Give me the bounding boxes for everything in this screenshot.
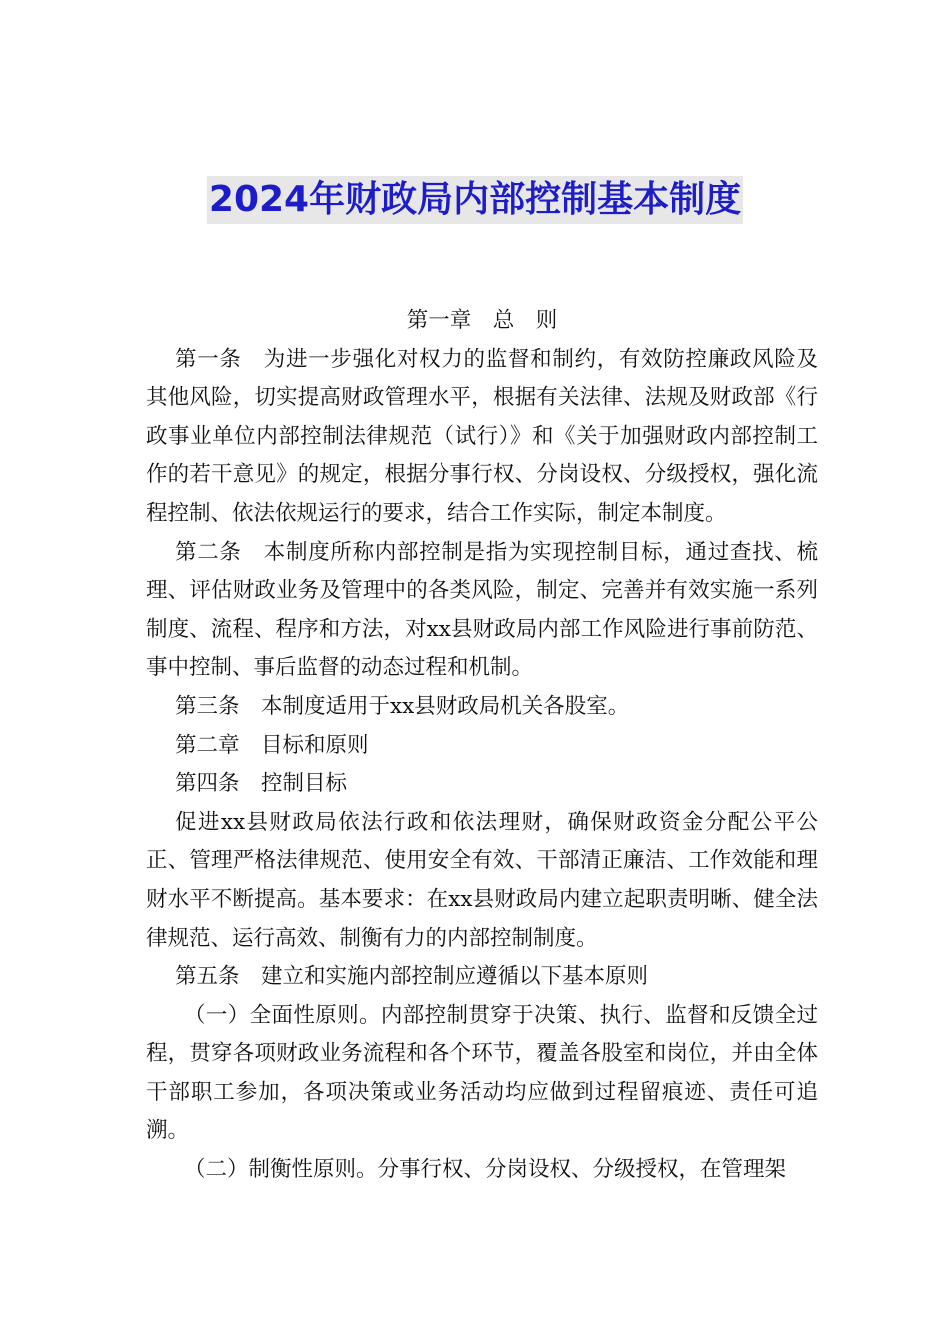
document-title: 2024年财政局内部控制基本制度: [207, 176, 743, 224]
article-4-text: 促进xx县财政局依法行政和依法理财，确保财政资金分配公平公正、管理严格法律规范、使用安全有效、干部清正廉洁、工作效能和理财水平不断提高。基本要求：在xx县财政局内建立起职责明晰、健全法律规范、运行高效、制衡有力的内部控制制度。: [146, 809, 818, 951]
article-2: 第二条 本制度所称内部控制是指为实现控制目标，通过查找、梳理、评估财政业务及管理中的各类风险，制定、完善并有效实施一系列制度、流程、程序和方法，对xx县财政局内部工作风险进行事前防范、事中控制、事后监督的动态过程和机制。: [146, 539, 818, 681]
article-4: 第四条 控制目标: [175, 771, 348, 797]
title-block: [0, 176, 950, 224]
article-5: 第五条 建立和实施内部控制应遵循以下基本原则: [175, 964, 649, 990]
document-body: [146, 302, 818, 1190]
principle-2: （二）制衡性原则。分事行权、分岗设权、分级授权，在管理架: [184, 1157, 787, 1183]
principle-1: （一）全面性原则。内部控制贯穿于决策、执行、监督和反馈全过程，贯穿各项财政业务流程和各个环节，覆盖各股室和岗位，并由全体干部职工参加，各项决策或业务活动均应做到过程留痕迹、责任可追溯。: [146, 1002, 818, 1144]
article-1: 第一条 为进一步强化对权力的监督和制约，有效防控廉政风险及其他风险，切实提高财政管理水平，根据有关法律、法规及财政部《行政事业单位内部控制法律规范（试行）》和《关于加强财政内部控制工作的若干意见》的规定，根据分事行权、分岗设权、分级授权，强化流程控制、依法依规运行的要求，结合工作实际，制定本制度。: [146, 346, 818, 526]
chapter-heading-1: 第一章 总 则: [406, 308, 558, 333]
article-3: 第三条 本制度适用于xx县财政局机关各股室。: [175, 693, 630, 719]
chapter-heading-2: 第二章 目标和原则: [175, 732, 369, 758]
